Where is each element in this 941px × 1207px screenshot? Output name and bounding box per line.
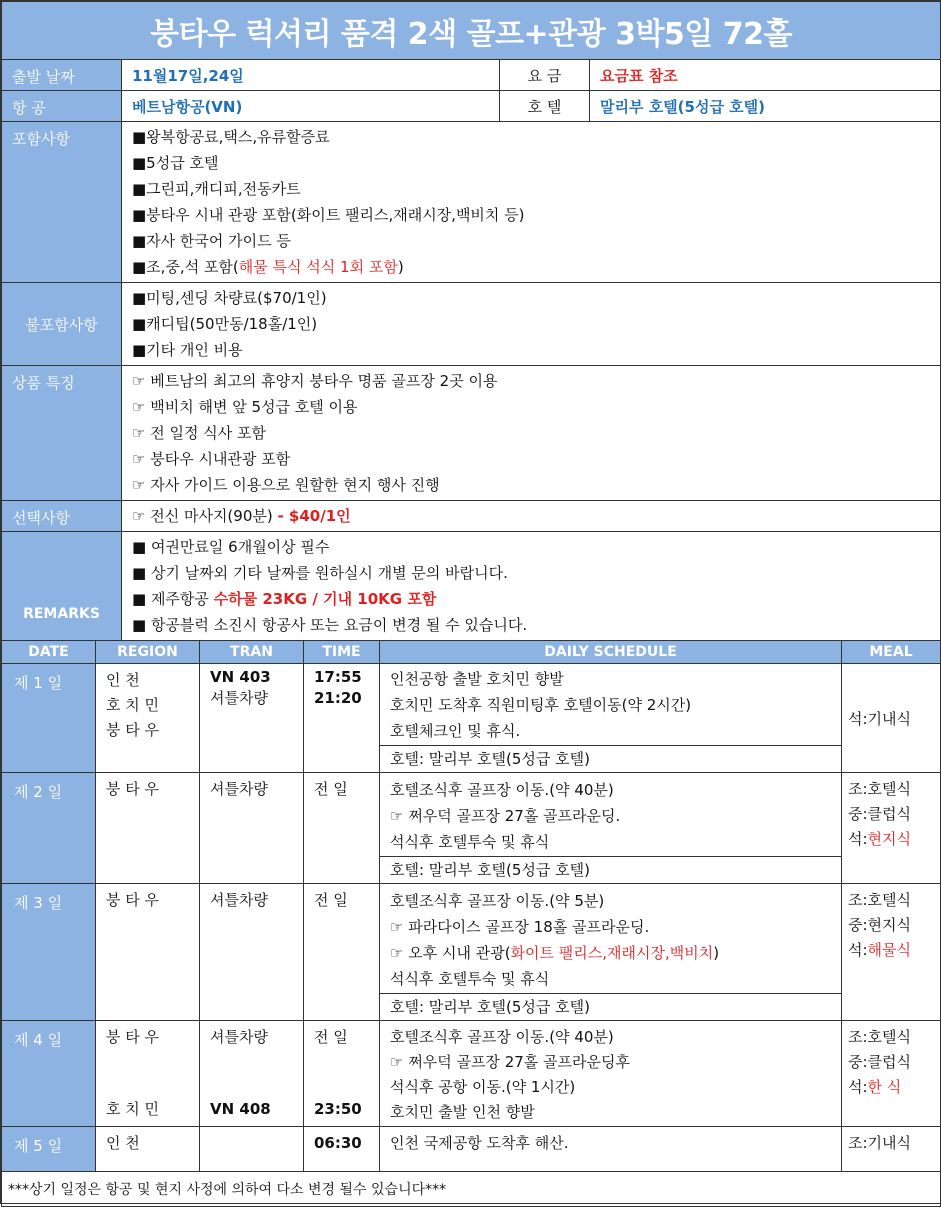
remark-item: ■ 여권만료일 6개월이상 필수: [132, 538, 330, 556]
included-item: ■5성급 호텔: [132, 154, 219, 172]
tran-cell: 셔틀차량: [200, 773, 304, 884]
day-label: 제 2 일: [2, 773, 96, 884]
day-row: [2, 664, 941, 773]
meal-cell: 조:호텔식 중:클럽식 석:한 식: [842, 1021, 941, 1127]
excluded-item: ■기타 개인 비용: [132, 341, 243, 359]
options-value: ☞ 전신 마사지(90분) - $40/1인: [122, 501, 941, 532]
remarks-label: REMARKS: [2, 532, 122, 641]
meal-cell: 석:기내식: [842, 664, 941, 773]
page-title: 붕타우 럭셔리 품격 2색 골프+관광 3박5일 72홀: [2, 2, 941, 60]
day-row: [2, 773, 941, 884]
day-label: 제 4 일: [2, 1021, 96, 1127]
region-cell: 붕 타 우: [96, 884, 200, 1021]
region-cell: 인 천 호 치 민 붕 타 우: [96, 664, 200, 773]
feature-item: ☞ 자사 가이드 이용으로 원할한 현지 행사 진행: [132, 476, 440, 494]
header-region: REGION: [96, 641, 200, 664]
day-row: [2, 1021, 941, 1127]
info-table: [1, 1, 941, 641]
departure-label: 출발 날짜: [2, 60, 122, 91]
remarks-list: [122, 532, 941, 641]
meal-cell: 조:기내식: [842, 1127, 941, 1172]
airline-value: 베트남항공(VN): [122, 91, 500, 122]
schedule-table: [1, 640, 941, 1207]
region-cell: 붕 타 우: [96, 773, 200, 884]
remark-item: ■ 상기 날짜외 기타 날짜를 원하실시 개별 문의 바랍니다.: [132, 564, 508, 582]
options-price: - $40/1인: [277, 507, 351, 525]
price-value: 요금표 참조: [590, 60, 941, 91]
price-label: 요 금: [500, 60, 590, 91]
hotel-line: 호텔: 말리부 호텔(5성급 호텔): [380, 993, 841, 1020]
feature-item: ☞ 전 일정 식사 포함: [132, 424, 266, 442]
day-label: 제 5 일: [2, 1127, 96, 1172]
schedule-cell: 호텔조식후 골프장 이동.(약 40분) ☞ 쩌우덕 골프장 27홀 골프라운딩후 석식후 공항 이동.(약 1시간) 호치민 출발 인천 향발: [380, 1021, 842, 1127]
time-cell: 06:30: [304, 1127, 380, 1172]
included-item: ■그린피,캐디피,전동카트: [132, 180, 301, 198]
included-item: ■왕복항공료,택스,유류할증료: [132, 128, 330, 146]
remark-item: ■ 제주항공 수하물 23KG / 기내 10KG 포함: [132, 590, 437, 608]
header-meal: MEAL: [842, 641, 941, 664]
day-label: 제 1 일: [2, 664, 96, 773]
hotel-line: 호텔: 말리부 호텔(5성급 호텔): [380, 745, 841, 772]
excluded-item: ■미팅,센딩 차량료($70/1인): [132, 289, 327, 307]
header-date: DATE: [2, 641, 96, 664]
departure-value: 11월17일,24일: [122, 60, 500, 91]
included-list: [122, 122, 941, 283]
tran-cell: VN 403 셔틀차량: [200, 664, 304, 773]
day-row: [2, 1127, 941, 1172]
features-label: 상품 특징: [2, 366, 122, 501]
hotel-label: 호 텔: [500, 91, 590, 122]
options-label: 선택사항: [2, 501, 122, 532]
region-cell: 인 천: [96, 1127, 200, 1172]
feature-item: ☞ 베트남의 최고의 휴양지 붕타우 명품 골프장 2곳 이용: [132, 372, 498, 390]
meals-highlight: 해물 특식 석식 1회 포함: [238, 258, 398, 276]
hotel-value: 말리부 호텔(5성급 호텔): [590, 91, 941, 122]
schedule-cell: 인천공항 출발 호치민 향발 호치민 도착후 직원미팅후 호텔이동(약 2시간) 호텔체크인 및 휴식. 호텔: 말리부 호텔(5성급 호텔): [380, 664, 842, 773]
time-cell: 17:55 21:20: [304, 664, 380, 773]
schedule-cell: 호텔조식후 골프장 이동.(약 5분) ☞ 파라다이스 골프장 18홀 골프라운딩. ☞ 오후 시내 관광(화이트 팰리스,재래시장,백비치) 석식후 호텔투숙 및 휴식 호텔: 말리부 호텔(5성급 호텔): [380, 884, 842, 1021]
meal-cell: 조:호텔식 중:현지식 석:해물식: [842, 884, 941, 1021]
tran-cell: 셔틀차량 VN 408: [200, 1021, 304, 1127]
header-time: TIME: [304, 641, 380, 664]
excluded-item: ■캐디팁(50만동/18홀/1인): [132, 315, 318, 333]
schedule-cell: 호텔조식후 골프장 이동.(약 40분) ☞ 쩌우덕 골프장 27홀 골프라운딩. 석식후 호텔투숙 및 휴식 호텔: 말리부 호텔(5성급 호텔): [380, 773, 842, 884]
time-cell: 전 일: [304, 773, 380, 884]
footer-note: ***상기 일정은 항공 및 현지 사정에 의하여 다소 변경 될수 있습니다***: [2, 1172, 941, 1207]
features-list: [122, 366, 941, 501]
header-daily-schedule: DAILY SCHEDULE: [380, 641, 842, 664]
schedule-cell: 인천 국제공항 도착후 해산.: [380, 1127, 842, 1172]
hotel-line: 호텔: 말리부 호텔(5성급 호텔): [380, 856, 841, 883]
region-cell: 붕 타 우 호 치 민: [96, 1021, 200, 1127]
time-cell: 전 일: [304, 884, 380, 1021]
time-cell: 전 일 23:50: [304, 1021, 380, 1127]
header-tran: TRAN: [200, 641, 304, 664]
included-item: ■자사 한국어 가이드 등: [132, 232, 291, 250]
airline-label: 항 공: [2, 91, 122, 122]
remark-item: ■ 항공블럭 소진시 항공사 또는 요금이 변경 될 수 있습니다.: [132, 616, 528, 634]
included-item: ■붕타우 시내 관광 포함(화이트 팰리스,재래시장,백비치 등): [132, 206, 525, 224]
meal-cell: 조:호텔식 중:클럽식 석:현지식: [842, 773, 941, 884]
feature-item: ☞ 붕타우 시내관광 포함: [132, 450, 291, 468]
included-label: 포함사항: [2, 122, 122, 283]
tran-cell: 셔틀차량: [200, 884, 304, 1021]
feature-item: ☞ 백비치 해변 앞 5성급 호텔 이용: [132, 398, 358, 416]
day-label: 제 3 일: [2, 884, 96, 1021]
excluded-label: 불포함사항: [2, 283, 122, 366]
tran-cell: [200, 1127, 304, 1172]
day-row: [2, 884, 941, 1021]
baggage-highlight: 수하물 23KG / 기내 10KG 포함: [213, 590, 437, 608]
included-meals: ■조,중,석 포함(해물 특식 석식 1회 포함): [132, 258, 404, 276]
excluded-list: [122, 283, 941, 366]
